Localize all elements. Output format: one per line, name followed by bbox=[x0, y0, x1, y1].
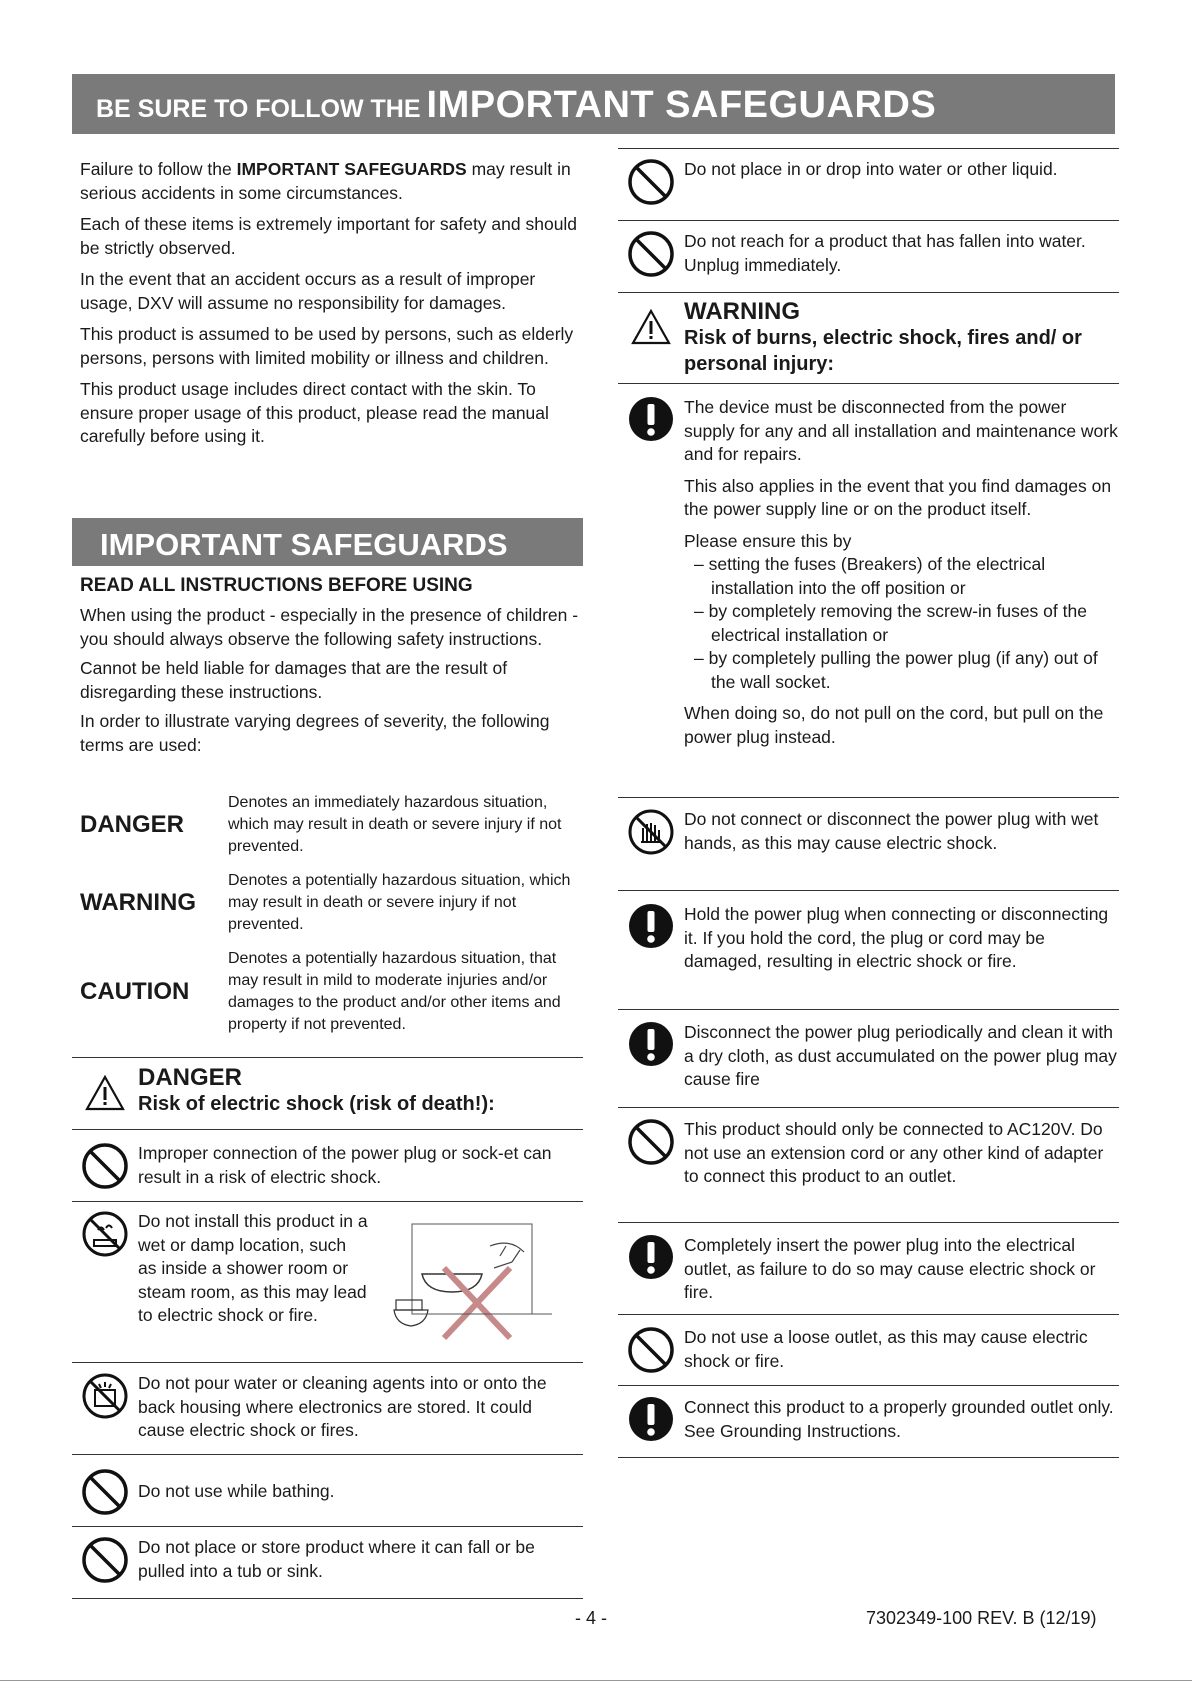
warning-triangle-icon bbox=[72, 1065, 138, 1117]
divider bbox=[72, 1362, 583, 1363]
section-title: IMPORTANT SAFEGUARDS bbox=[72, 518, 583, 566]
right-item-text: Connect this product to a properly grounded outlet only. See Grounding Instructions. bbox=[684, 1397, 1114, 1441]
danger-item bbox=[72, 1536, 583, 1584]
no-wet-location-icon bbox=[72, 1210, 138, 1347]
mandatory-action-icon bbox=[618, 1021, 684, 1092]
no-wet-hands-icon bbox=[618, 808, 684, 856]
bathroom-illustration bbox=[382, 1216, 554, 1347]
read-all-heading: READ ALL INSTRUCTIONS BEFORE USING bbox=[80, 575, 473, 596]
danger-subtitle: Risk of electric shock (risk of death!): bbox=[138, 1093, 495, 1115]
warning-triangle-icon bbox=[618, 299, 684, 377]
divider bbox=[72, 1454, 583, 1455]
danger-item-text: Do not use while bathing. bbox=[138, 1481, 335, 1502]
divider bbox=[618, 1457, 1119, 1458]
right-item bbox=[618, 808, 1119, 856]
right-item bbox=[618, 230, 1119, 278]
term-danger bbox=[80, 792, 585, 858]
prohibited-icon bbox=[72, 1468, 138, 1516]
page-number: - 4 - bbox=[575, 1608, 608, 1628]
term-description: Denotes an immediately hazardous situation, which may result in death or severe injury if not prevented. bbox=[228, 794, 562, 855]
right-item bbox=[618, 1396, 1119, 1443]
mandatory-action-icon bbox=[618, 396, 684, 749]
term-caution bbox=[80, 948, 585, 1036]
divider bbox=[618, 1107, 1119, 1108]
right-item bbox=[618, 396, 1119, 749]
disconnect-bullet-1: – setting the fuses (Breakers) of the electrical installation into the off position or bbox=[694, 554, 1046, 598]
danger-item-text: Do not pour water or cleaning agents into or onto the back housing where electronics are stored. It could cause electric shock or fires. bbox=[138, 1373, 547, 1440]
right-item bbox=[618, 1326, 1119, 1374]
right-item-text: Do not reach for a product that has fallen into water. Unplug immediately. bbox=[684, 231, 1086, 275]
term-warning bbox=[80, 870, 585, 936]
right-item bbox=[618, 1234, 1119, 1305]
right-item-text: Completely insert the power plug into the electrical outlet, as failure to do so may cause electric shock or fire. bbox=[684, 1235, 1096, 1302]
divider bbox=[618, 383, 1119, 384]
danger-item-text: Improper connection of the power plug or sock-et can result in a risk of electric shock. bbox=[138, 1143, 552, 1187]
warning-title: WARNING bbox=[684, 298, 800, 325]
term-label: WARNING bbox=[80, 889, 196, 916]
document-revision: 7302349-100 REV. B (12/19) bbox=[866, 1608, 1097, 1628]
no-water-spray-icon bbox=[72, 1372, 138, 1443]
term-label: DANGER bbox=[80, 811, 185, 838]
danger-item bbox=[72, 1210, 583, 1347]
danger-title: DANGER bbox=[138, 1064, 243, 1091]
right-item-text: Hold the power plug when connecting or disconnecting it. If you hold the cord, the plug or cord may be damaged, resulting in electric shock or fire. bbox=[684, 904, 1109, 971]
prohibited-icon bbox=[618, 230, 684, 278]
disconnect-paragraph-1: The device must be disconnected from the power supply for any and all installation and maintenance work and for repairs. bbox=[684, 397, 1118, 464]
divider bbox=[618, 220, 1119, 221]
read-all-paragraph-2: Cannot be held liable for damages that are the result of disregarding these instructions. bbox=[80, 658, 508, 702]
divider bbox=[618, 797, 1119, 798]
divider bbox=[72, 1598, 583, 1599]
right-item bbox=[618, 158, 1119, 206]
prohibited-icon bbox=[72, 1142, 138, 1190]
divider bbox=[72, 1129, 583, 1130]
mandatory-action-icon bbox=[618, 1396, 684, 1443]
intro-paragraph-3: In the event that an accident occurs as a result of improper usage, DXV will assume no responsibility for damages. bbox=[80, 269, 536, 313]
banner-title: IMPORTANT SAFEGUARDS bbox=[426, 84, 937, 126]
intro-paragraph-4: This product is assumed to be used by persons, such as elderly persons, persons with limited mobility or illness and children. bbox=[80, 324, 574, 368]
danger-item bbox=[72, 1142, 583, 1190]
danger-item-text: Do not place or store product where it can fall or be pulled into a tub or sink. bbox=[138, 1537, 535, 1581]
prohibited-icon bbox=[618, 1118, 684, 1189]
read-all-paragraph-3: In order to illustrate varying degrees of severity, the following terms are used: bbox=[80, 711, 550, 755]
term-description: Denotes a potentially hazardous situation, that may result in mild to moderate injuries and/or damages to the product and/or other items and property if not prevented. bbox=[228, 950, 561, 1033]
divider bbox=[618, 1385, 1119, 1386]
prohibited-icon bbox=[618, 1326, 684, 1374]
right-item-text: Disconnect the power plug periodically and clean it with a dry cloth, as dust accumulated on the power plug may cause fire bbox=[684, 1022, 1117, 1089]
right-item-text: Do not place in or drop into water or other liquid. bbox=[684, 159, 1058, 179]
disconnect-bullet-3: – by completely pulling the power plug (if any) out of the wall socket. bbox=[694, 648, 1098, 692]
prohibited-icon bbox=[72, 1536, 138, 1584]
danger-header bbox=[72, 1065, 583, 1117]
bottom-divider bbox=[0, 1680, 1192, 1681]
intro-paragraph-5: This product usage includes direct contact with the skin. To ensure proper usage of this product, please read the manual carefully before using it. bbox=[80, 379, 549, 446]
disconnect-paragraph-2: This also applies in the event that you find damages on the power supply line or on the product itself. bbox=[684, 475, 1112, 519]
read-all-section bbox=[80, 574, 585, 763]
divider bbox=[618, 292, 1119, 293]
severity-terms bbox=[80, 792, 585, 1048]
danger-item bbox=[72, 1464, 583, 1520]
mandatory-action-icon bbox=[618, 903, 684, 974]
disconnect-paragraph-3: Please ensure this by bbox=[684, 530, 852, 551]
warning-header bbox=[618, 299, 1119, 377]
prohibited-icon bbox=[618, 158, 684, 206]
divider bbox=[72, 1201, 583, 1202]
right-item-text: Do not use a loose outlet, as this may cause electric shock or fire. bbox=[684, 1327, 1088, 1371]
page-banner bbox=[72, 74, 1115, 134]
divider bbox=[72, 1057, 583, 1058]
banner-small-text: BE SURE TO FOLLOW THE bbox=[96, 95, 421, 123]
intro-section bbox=[80, 158, 585, 457]
warning-subtitle: Risk of burns, electric shock, fires and/ or personal injury: bbox=[684, 327, 1082, 375]
divider bbox=[618, 890, 1119, 891]
intro-paragraph-1: Failure to follow the IMPORTANT SAFEGUARDS may result in serious accidents in some circumstances. bbox=[80, 159, 571, 203]
danger-item-text: Do not install this product in a wet or damp location, such as inside a shower room or steam room, as this may lead to electric shock or fire. bbox=[138, 1211, 368, 1325]
right-item-text: Do not connect or disconnect the power plug with wet hands, as this may cause electric shock. bbox=[684, 809, 1099, 853]
intro-paragraph-2: Each of these items is extremely important for safety and should be strictly observed. bbox=[80, 214, 578, 258]
divider bbox=[618, 1314, 1119, 1315]
divider bbox=[618, 148, 1119, 149]
danger-item bbox=[72, 1372, 583, 1443]
right-item-text: This product should only be connected to AC120V. Do not use an extension cord or any other kind of adapter to connect this product to an outlet. bbox=[684, 1119, 1104, 1186]
read-all-paragraph-1: When using the product - especially in the presence of children - you should always observe the following safety instructions. bbox=[80, 605, 579, 649]
right-item bbox=[618, 1118, 1119, 1189]
right-item bbox=[618, 1021, 1119, 1092]
disconnect-paragraph-4: When doing so, do not pull on the cord, but pull on the power plug instead. bbox=[684, 703, 1104, 747]
mandatory-action-icon bbox=[618, 1234, 684, 1305]
disconnect-bullet-2: – by completely removing the screw-in fuses of the electrical installation or bbox=[694, 601, 1087, 645]
term-description: Denotes a potentially hazardous situation, which may result in death or severe injury if not prevented. bbox=[228, 872, 571, 933]
right-item bbox=[618, 903, 1119, 974]
divider bbox=[72, 1526, 583, 1527]
term-label: CAUTION bbox=[80, 978, 190, 1005]
divider bbox=[618, 1009, 1119, 1010]
divider bbox=[618, 1222, 1119, 1223]
